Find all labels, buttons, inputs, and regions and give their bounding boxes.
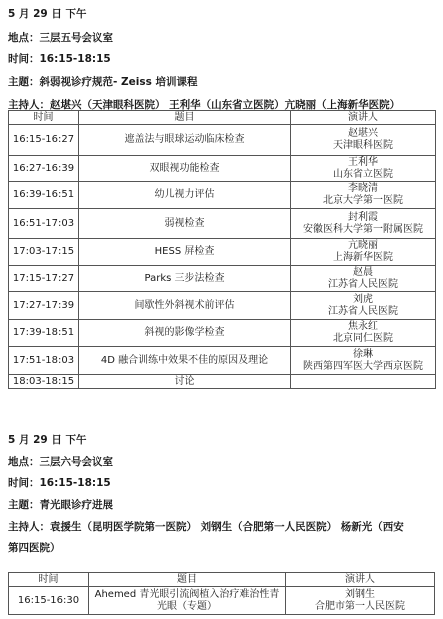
hosts-value: 袁援生（昆明医学院第一医院） 刘钢生（合肥第一人民医院） 杨新光（西安 [50,521,404,533]
row-speaker-org: 北京大学第一医院 [323,195,403,206]
row-speaker [291,209,436,239]
table-header-row [9,573,435,587]
row-time: 16:51-17:03 [9,209,79,239]
row-speaker [291,125,436,156]
session1-date: 5 月 29 日 下午 [8,8,87,20]
session2-schedule-table [8,572,435,615]
row-speaker [291,266,436,292]
row-speaker [291,320,436,347]
row-speaker [291,239,436,266]
row-speaker-name: 刘钢生 [345,588,375,600]
hosts-value: 赵堪兴（天津眼科医院） 王利华（山东省立医院）亢晓丽（上海新华医院） [50,99,401,111]
row-speaker-name: 赵堪兴 [348,128,378,139]
row-title: 遮盖法与眼球运动临床检查 [79,125,291,156]
header-title: 题目 [79,111,291,125]
row-speaker-name: 刘虎 [353,293,373,305]
row-speaker-org: 天津眼科医院 [333,140,393,151]
row-time: 17:27-17:39 [9,292,79,320]
row-speaker [291,156,436,182]
row-time: 16:27-16:39 [9,156,79,182]
row-title: 讨论 [79,375,291,389]
header-time: 时间 [9,573,89,587]
row-speaker-name: 焦永红 [348,321,378,332]
row-title: 双眼视功能检查 [79,156,291,182]
row-speaker-org: 陕西第四军医大学西京医院 [303,360,423,372]
session2-hosts-cont: 第四医院） [8,542,61,554]
row-speaker-name: 封利霞 [348,211,378,223]
row-title: HESS 屏检查 [79,239,291,266]
row-title: 弱视检查 [79,209,291,239]
session2-hosts [8,519,404,534]
row-speaker-name: 李晓清 [348,183,378,194]
row-title: 斜视的影像学检查 [79,320,291,347]
table-row [9,182,436,209]
table-row [9,347,436,375]
row-speaker-org: 合肥市第一人民医院 [315,600,405,612]
row-speaker-org: 安徽医科大学第一附属医院 [303,223,423,235]
hosts-label: 主持人： [8,99,50,111]
row-title [89,587,286,615]
row-time: 17:39-18:51 [9,320,79,347]
table-row [9,320,436,347]
table-row [9,266,436,292]
row-time: 17:51-18:03 [9,347,79,375]
header-speaker: 演讲人 [291,111,436,125]
table-row [9,239,436,266]
row-speaker-org: 北京同仁医院 [333,333,393,344]
row-title-line1: Ahemed 青光眼引流阀植入治疗难治性青 [94,588,280,600]
row-time: 16:15-16:27 [9,125,79,156]
table-row [9,209,436,239]
topic-label: 主题： [8,76,40,88]
table-row [9,292,436,320]
header-title: 题目 [89,573,286,587]
header-time: 时间 [9,111,79,125]
table-row [9,375,436,389]
row-speaker-org: 上海新华医院 [333,252,393,263]
row-speaker-org: 山东省立医院 [333,168,393,180]
table-row [9,125,436,156]
session2-date: 5 月 29 日 下午 [8,434,87,446]
row-speaker-org: 江苏省人民医院 [328,278,398,290]
session2-time [8,475,111,490]
venue-value: 三层六号会议室 [39,456,113,468]
header-speaker: 演讲人 [286,573,435,587]
row-speaker [286,587,435,615]
session1-time [8,51,111,66]
row-speaker-org: 江苏省人民医院 [328,305,398,317]
row-time: 17:15-17:27 [9,266,79,292]
time-value: 16:15-18:15 [39,477,111,489]
row-speaker-name: 赵晨 [353,266,373,278]
session2-topic [8,497,113,512]
table-header-row [9,111,436,125]
time-value: 16:15-18:15 [39,53,111,65]
row-title-line2: 光眼（专题） [157,600,217,612]
row-title: 4D 融合训练中效果不佳的原因及理论 [79,347,291,375]
topic-value: 斜弱视诊疗规范- Zeiss 培训课程 [39,76,198,88]
row-title: Parks 三步法检查 [79,266,291,292]
table-row [9,587,435,615]
hosts-label: 主持人： [8,521,50,533]
table-row [9,156,436,182]
venue-label: 地点： [8,456,40,468]
session1-topic [8,74,198,89]
row-speaker-name: 徐琳 [353,348,373,360]
row-title: 间歇性外斜视术前评估 [79,292,291,320]
row-time: 16:39-16:51 [9,182,79,209]
session2-venue [8,454,113,469]
session1-schedule-table [8,110,436,389]
time-label: 时间： [8,477,40,489]
row-title: 幼儿视力评估 [79,182,291,209]
row-time: 16:15-16:30 [9,587,89,615]
time-label: 时间： [8,53,40,65]
row-speaker [291,182,436,209]
row-speaker [291,347,436,375]
topic-value: 青光眼诊疗进展 [39,499,113,511]
topic-label: 主题： [8,499,40,511]
row-time: 18:03-18:15 [9,375,79,389]
row-speaker [291,292,436,320]
row-time: 17:03-17:15 [9,239,79,266]
venue-value: 三层五号会议室 [39,32,113,44]
venue-label: 地点： [8,32,40,44]
row-speaker-name: 王利华 [348,156,378,168]
row-speaker [291,375,436,389]
session1-venue [8,30,113,45]
row-speaker-name: 亢晓丽 [348,240,378,251]
